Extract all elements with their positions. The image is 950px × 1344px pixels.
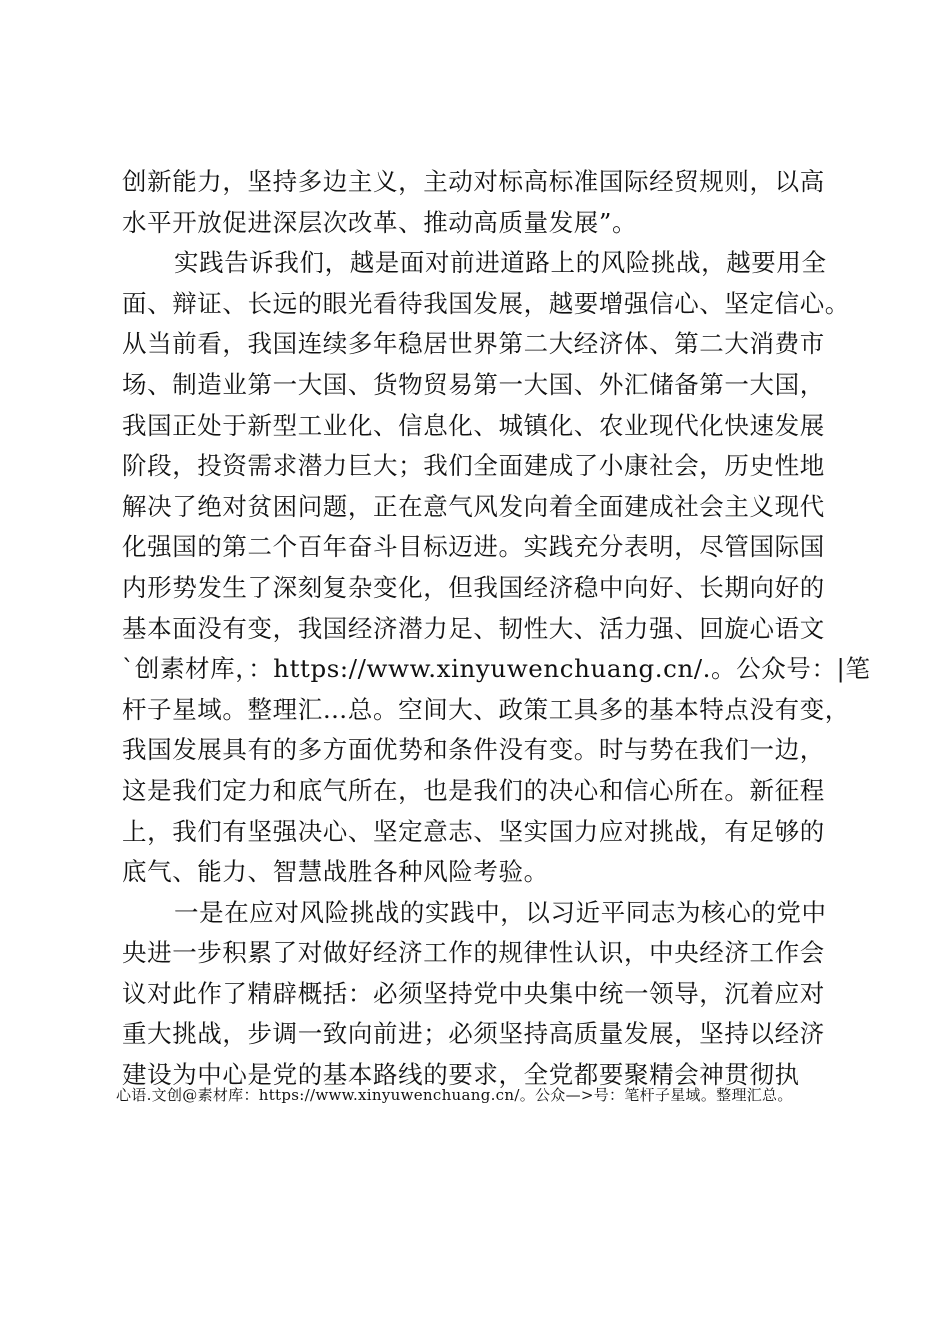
text-line: 我国正处于新型工业化、信息化、城镇化、农业现代化快速发展 bbox=[122, 410, 825, 440]
text-line: 这是我们定力和底气所在，也是我们的决心和信心所在。新征程 bbox=[122, 775, 825, 805]
text-line: 我国发展具有的多方面优势和条件没有变。时与势在我们一边， bbox=[122, 735, 825, 765]
text-line: 基本面没有变，我国经济潜力足、韧性大、活力强、回旋心语文 bbox=[122, 613, 825, 643]
text-line: 重大挑战，步调一致向前进；必须坚持高质量发展，坚持以经济 bbox=[122, 1019, 825, 1049]
text-line: 从当前看，我国连续多年稳居世界第二大经济体、第二大消费市 bbox=[122, 329, 825, 359]
paragraph-start-line: 实践告诉我们，越是面对前进道路上的风险挑战，越要用全 bbox=[174, 248, 827, 278]
paragraph-start-line: 一是在应对风险挑战的实践中，以习近平同志为核心的党中 bbox=[174, 897, 827, 927]
text-line: 上，我们有坚强决心、坚定意志、坚实国力应对挑战，有足够的 bbox=[122, 816, 825, 846]
text-line: 解决了绝对贫困问题，正在意气风发向着全面建成社会主义现代 bbox=[122, 491, 825, 521]
page-footer: 心语.文创@素材库：https://www.xinyuwenchuang.cn/。公众—>号：笔杆子星域。整理汇总。 bbox=[116, 1086, 793, 1104]
text-line: 场、制造业第一大国、货物贸易第一大国、外汇储备第一大国， bbox=[122, 369, 825, 399]
text-line: 内形势发生了深刻复杂变化，但我国经济稳中向好、长期向好的 bbox=[122, 572, 825, 602]
text-line: 创新能力，坚持多边主义，主动对标高标准国际经贸规则，以高 bbox=[122, 167, 825, 196]
text-line: 央进一步积累了对做好经济工作的规律性认识，中央经济工作会 bbox=[122, 938, 825, 968]
text-line: 议对此作了精辟概括：必须坚持党中央集中统一领导，沉着应对 bbox=[122, 978, 825, 1008]
text-line: 阶段，投资需求潜力巨大；我们全面建成了小康社会，历史性地 bbox=[122, 451, 825, 481]
body-text bbox=[122, 162, 871, 1096]
text-line: 建设为中心是党的基本路线的要求，全党都要聚精会神贯彻执 bbox=[122, 1060, 800, 1090]
text-line: `创素材库，：https://www.xinyuwenchuang.cn/.。公众号：|笔 bbox=[122, 654, 871, 684]
text-line: 底气、能力、智慧战胜各种风险考验。 bbox=[122, 857, 549, 887]
text-line: 面、辩证、长远的眼光看待我国发展，越要增强信心、坚定信心。 bbox=[122, 288, 850, 318]
text-line: 水平开放促进深层次改革、推动高质量发展”。 bbox=[122, 207, 638, 237]
text-line: 化强国的第二个百年奋斗目标迈进。实践充分表明，尽管国际国 bbox=[122, 532, 825, 562]
text-line: 杆子星域。整理汇…总。空间大、政策工具多的基本特点没有变， bbox=[122, 694, 850, 724]
